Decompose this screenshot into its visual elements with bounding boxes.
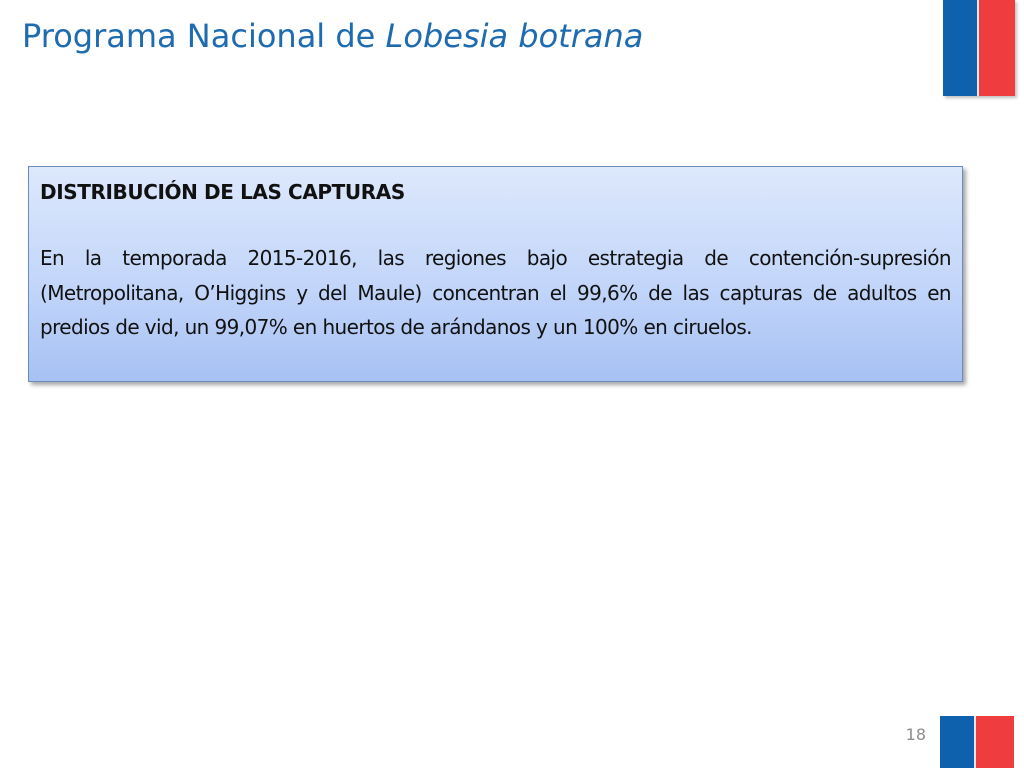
flag-blue-stripe (943, 0, 979, 96)
content-box (28, 166, 963, 382)
flag-blue-stripe (940, 716, 976, 768)
slide-title (22, 14, 643, 58)
content-box-body: En la temporada 2015-2016, las regiones bajo estrategia de contención-supresión (Metropolitana, O’Higgins y del Maule) concentran el 99,6% de las capturas de adultos en predios de vid, un 99,07% en huertos de arándanos y un 100% en ciruelos. (40, 246, 951, 339)
flag-stripe-icon (940, 716, 1014, 768)
slide-title-prefix: Programa Nacional de (22, 17, 386, 55)
slide-title-italic: Lobesia botrana (385, 17, 644, 55)
flag-red-stripe (979, 0, 1015, 96)
flag-red-stripe (976, 716, 1014, 768)
page-number: 18 (905, 725, 926, 744)
content-box-heading: DISTRIBUCIÓN DE LAS CAPTURAS (40, 180, 405, 204)
flag-stripe-icon (943, 0, 1015, 96)
